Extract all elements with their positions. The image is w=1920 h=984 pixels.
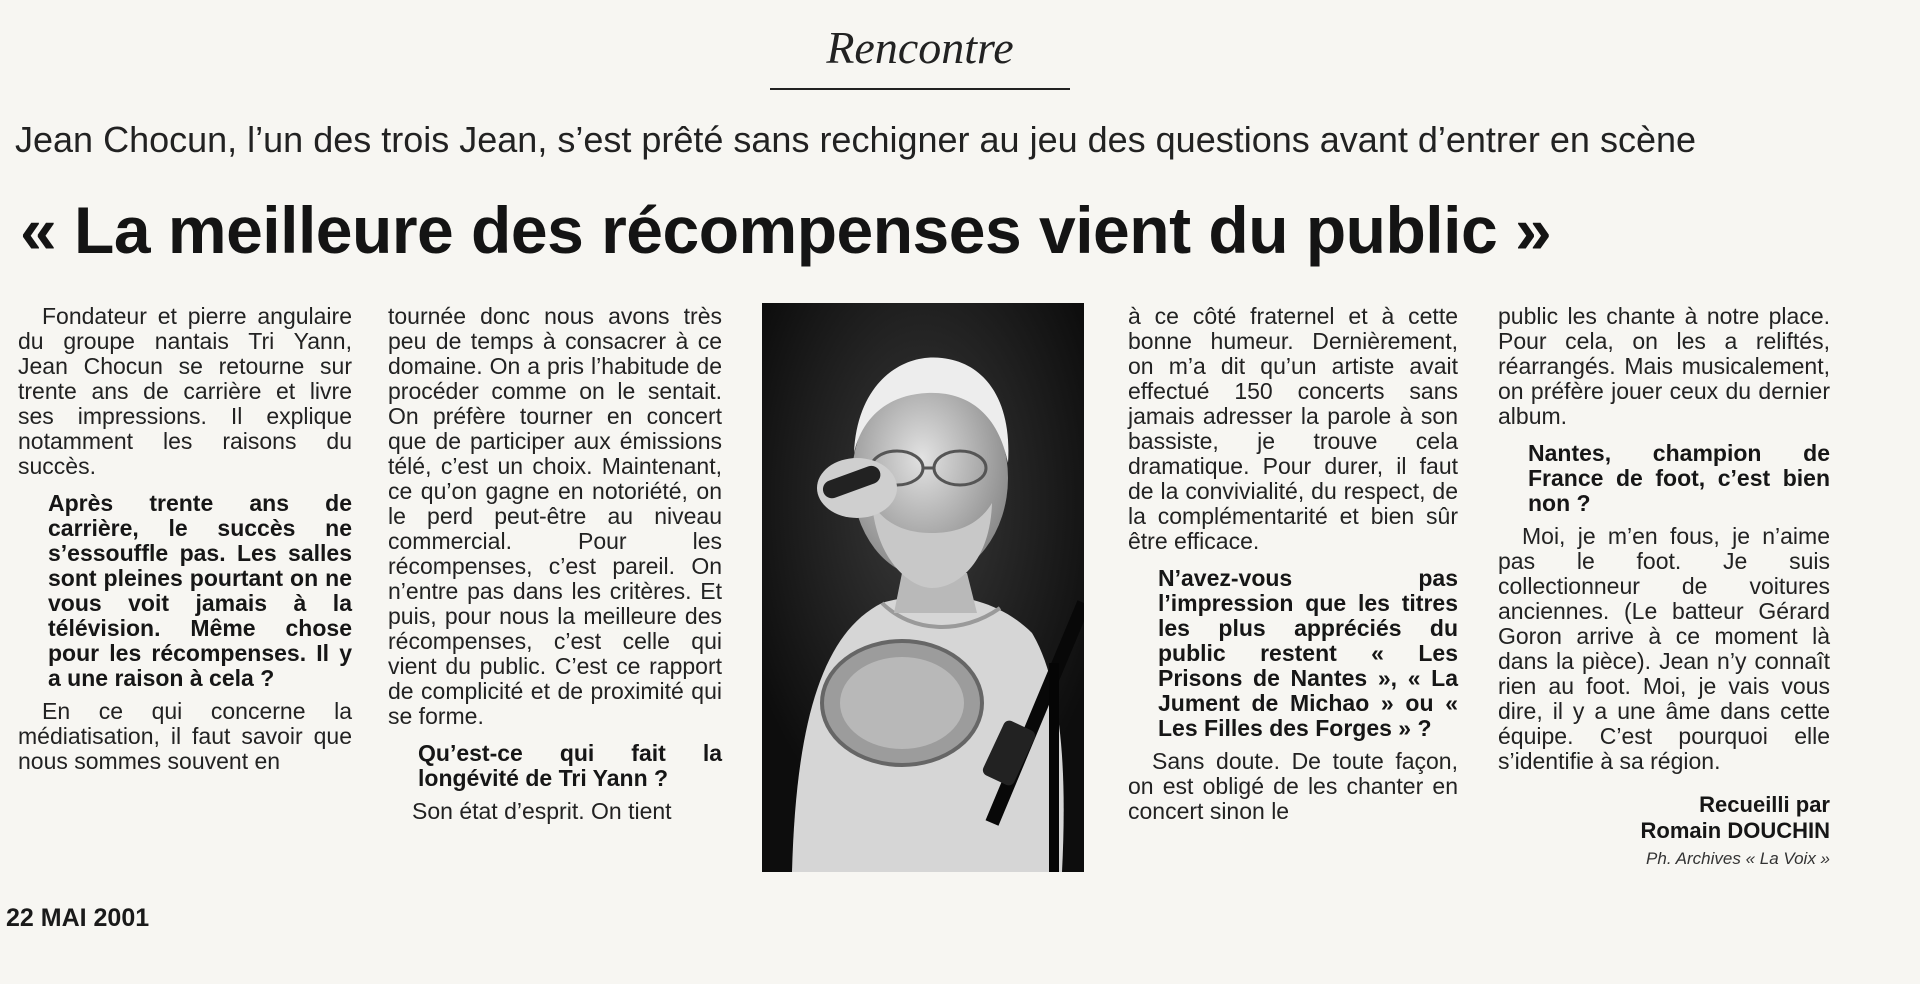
answer-2-continued: à ce côté fraternel et à cette bonne humeur. Dernièrement, on m’a dit qu’un artiste avait effectué 150 concerts sans jamais adresser la parole à son bassiste, je trouve cela dramatique. Pour durer, il faut de la convivialité, du respect, de la complémentarité et bien sûr être efficace.: [1128, 303, 1458, 554]
publication-date: 22 MAI 2001: [6, 904, 150, 932]
interview-question-4: Nantes, champion de France de foot, c’est bien non ?: [1528, 440, 1830, 516]
concert-photo: [762, 303, 1084, 872]
answer-3-continued: public les chante à notre place. Pour cela, on les a reliftés, réarrangés. Mais musicalement, on préfère jouer ceux du dernier album.: [1498, 303, 1830, 429]
article-column-1: [18, 304, 352, 778]
photo-credit: Ph. Archives « La Voix »: [1646, 849, 1830, 868]
singer-portrait-image: [762, 303, 1084, 872]
intro-paragraph: Fondateur et pierre angulaire du groupe nantais Tri Yann, Jean Chocun se retourne sur trente ans de carrière et livre ses impressions. Il explique notamment les raisons du succès.: [18, 303, 352, 479]
credit-author-name: Romain DOUCHIN: [1640, 818, 1830, 843]
article-column-5: [1498, 304, 1830, 778]
article-column-4: [1128, 304, 1458, 828]
author-credit: [1498, 792, 1830, 844]
article-headline: « La meilleure des récompenses vient du public »: [20, 193, 1552, 267]
answer-3-start: Sans doute. De toute façon, on est obligé de les chanter en concert sinon le: [1128, 748, 1458, 824]
interview-question-1: Après trente ans de carrière, le succès ne s’essouffle pas. Les salles sont pleines pourtant on ne vous voit jamais à la télévision. Même chose pour les récompenses. Il y a une raison à cela ?: [48, 490, 352, 691]
answer-4: Moi, je m’en fous, je n’aime pas le foot. Je suis collectionneur de voitures anciennes. (Le batteur Gérard Goron arrive à ce moment là dans la pièce). Jean n’y connaît rien au foot. Moi, je vais vous dire, il y a une âme dans cette équipe. C’est pourquoi elle s’identifie à sa région.: [1498, 523, 1830, 774]
answer-1-continued: tournée donc nous avons très peu de temps à consacrer à ce domaine. On a pris l’habitude de procéder comme on le sentait. On préfère tourner en concert que de participer aux émissions télé, c’est un choix. Maintenant, ce qu’on gagne en notoriété, on le perd peut-être au niveau commercial. Pour les récompenses, c’est pareil. On n’entre pas dans les critères. Et puis, pour nous la meilleure des récompenses, c’est celle qui vient du public. C’est ce rapport de complicité et de proximité qui se forme.: [388, 303, 722, 729]
section-rubric: Rencontre: [826, 22, 1014, 73]
answer-2-start: Son état d’esprit. On tient: [412, 798, 672, 824]
answer-1-start: En ce qui concerne la médiatisation, il faut savoir que nous sommes souvent en: [18, 698, 352, 774]
article-kicker: Jean Chocun, l’un des trois Jean, s’est prêté sans rechigner au jeu des questions avant d’entrer en scène: [15, 119, 1697, 160]
credit-line-1: Recueilli par: [1699, 792, 1830, 817]
interview-question-2: Qu’est-ce qui fait la longévité de Tri Yann ?: [418, 740, 722, 791]
article-column-2: [388, 304, 722, 828]
interview-question-3: N’avez-vous pas l’impression que les titres les plus appréciés du public restent « Les Prisons de Nantes », « La Jument de Michao » ou « Les Filles des Forges » ?: [1158, 565, 1458, 741]
rubric-underline: [770, 88, 1070, 90]
